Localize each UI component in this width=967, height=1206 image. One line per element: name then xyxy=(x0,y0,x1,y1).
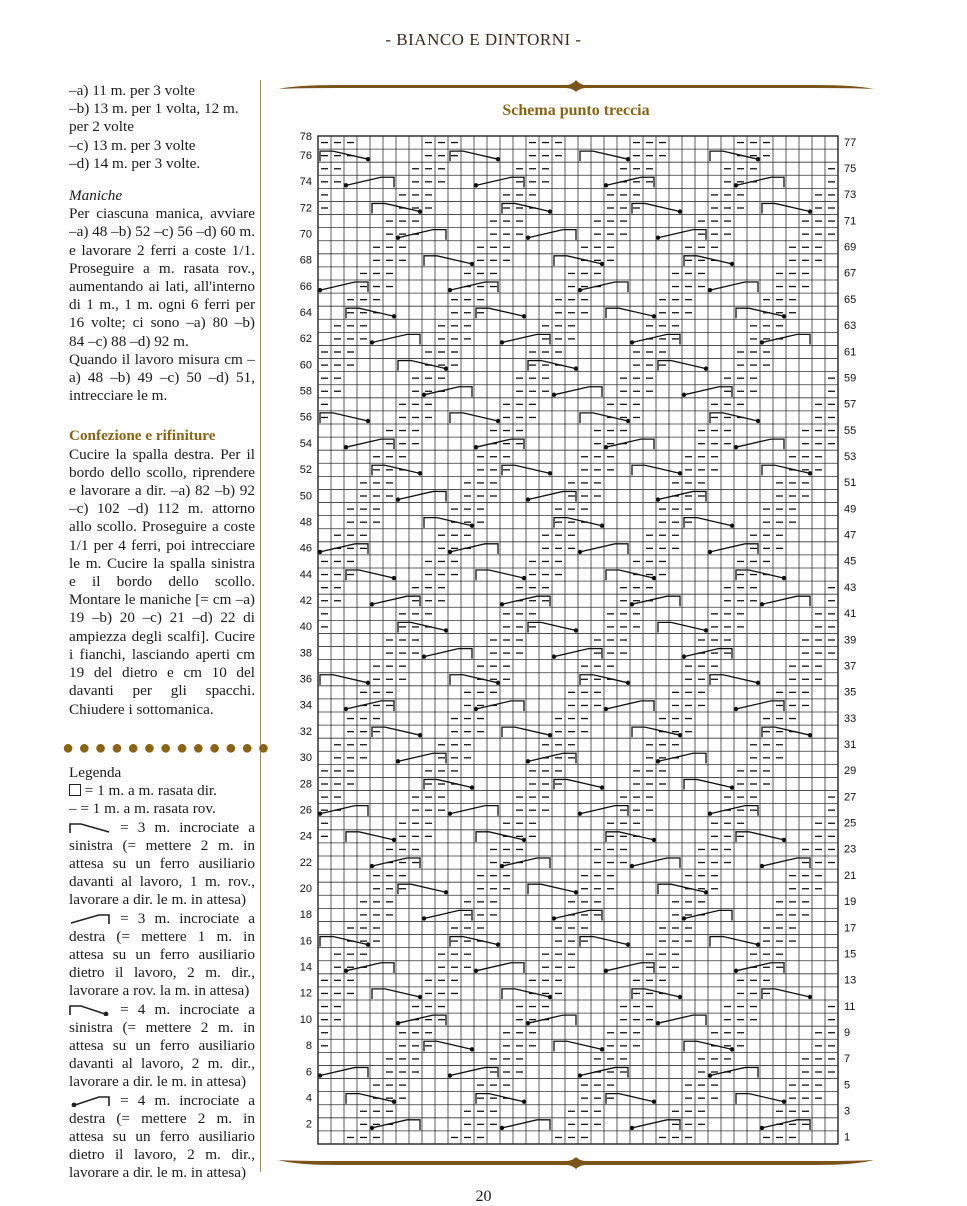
cable-dot xyxy=(344,183,348,187)
confezione-heading: Confezione e rifiniture xyxy=(69,427,216,445)
cable-dot xyxy=(366,419,370,423)
cable-dot xyxy=(496,681,500,685)
row-label-right: 63 xyxy=(844,320,857,333)
cable-dot xyxy=(392,1100,396,1104)
cable-dot xyxy=(526,497,530,501)
cable-dot xyxy=(500,602,504,606)
cable-dot xyxy=(808,995,812,999)
cable-dot xyxy=(444,890,448,894)
row-label-left: 16 xyxy=(299,935,312,948)
cable-dot xyxy=(496,157,500,161)
page-header: - BIANCO E DINTORNI - xyxy=(385,30,582,49)
row-label-left: 74 xyxy=(299,176,312,189)
cable-dot xyxy=(366,942,370,946)
row-label-left: 60 xyxy=(299,359,312,372)
row-label-right: 45 xyxy=(844,555,857,568)
row-label-right: 13 xyxy=(844,974,857,987)
cable-dot xyxy=(600,262,604,266)
legend-item-3-left: = 3 m. incrociate a sinistra (= mettere 2 m. in attesa su un ferro ausiliario davanti al lavoro, 1 m. rov., lavorare a dir. le m. in attesa) xyxy=(69,818,255,909)
cable-dot xyxy=(708,812,712,816)
row-label-left: 22 xyxy=(299,856,312,869)
row-label-right: 65 xyxy=(844,293,857,306)
row-label-right: 33 xyxy=(844,712,857,725)
chart-title: Schema punto treccia xyxy=(502,102,650,119)
cable-dot xyxy=(522,576,526,580)
cable-dot xyxy=(626,419,630,423)
row-label-left: 76 xyxy=(299,149,312,162)
cable-dot xyxy=(656,236,660,240)
cable-dot xyxy=(730,785,734,789)
cable-dot xyxy=(318,288,322,292)
row-label-left: 58 xyxy=(299,385,312,398)
cable-dot xyxy=(500,340,504,344)
cable-dot xyxy=(578,550,582,554)
row-label-right: 73 xyxy=(844,189,857,202)
cable-dot xyxy=(604,183,608,187)
row-label-left: 56 xyxy=(299,411,312,424)
cable-dot xyxy=(470,524,474,528)
row-label-right: 15 xyxy=(844,948,857,961)
row-label-left: 10 xyxy=(299,1013,312,1026)
cable-dot xyxy=(578,1073,582,1077)
cable-dot xyxy=(730,524,734,528)
cable-dot xyxy=(500,864,504,868)
row-label-right: 43 xyxy=(844,581,857,594)
cross-4-right-icon xyxy=(69,1095,111,1107)
cable-dot xyxy=(682,654,686,658)
cable-dot xyxy=(396,236,400,240)
row-label-left: 52 xyxy=(299,464,312,477)
bottom-banner xyxy=(276,1156,876,1170)
row-label-right: 67 xyxy=(844,267,857,280)
row-label-left: 66 xyxy=(299,280,312,293)
cable-dot xyxy=(630,864,634,868)
cable-dot xyxy=(656,497,660,501)
cross-3-right-icon xyxy=(69,913,111,925)
cross-3-left-icon xyxy=(69,822,111,834)
cable-dot xyxy=(604,445,608,449)
row-label-left: 30 xyxy=(299,752,312,765)
page-number: 20 xyxy=(475,1188,492,1205)
intro-line: –c) 13 m. per 3 volte xyxy=(69,136,196,154)
cable-dot xyxy=(444,366,448,370)
cable-dot xyxy=(522,838,526,842)
cable-dot xyxy=(418,471,422,475)
cable-dot xyxy=(370,864,374,868)
cable-dot xyxy=(756,681,760,685)
knitting-chart xyxy=(290,130,870,1150)
cable-dot xyxy=(760,864,764,868)
row-label-right: 19 xyxy=(844,896,857,909)
row-label-right: 17 xyxy=(844,922,857,935)
cable-dot xyxy=(444,628,448,632)
row-label-right: 41 xyxy=(844,608,857,621)
cable-dot xyxy=(652,576,656,580)
row-label-left: 26 xyxy=(299,804,312,817)
row-label-right: 55 xyxy=(844,424,857,437)
row-label-left: 50 xyxy=(299,490,312,503)
confezione-text: Cucire la spalla destra. Per il bordo dello scollo, riprendere e lavorare a dir. –a) 82 –b) 92 –c) 102 –d) 112 m. attorno allo scollo. Proseguire a coste 1/1 per 4 ferri, poi intrecciare le m. Cucire la spalla sinistra e il bordo dello scollo. Montare le maniche [= cm –a) 19 –b) 20 –c) 21 –d) 22 di ampiezza degli scalfi]. Cucire i fianchi, lasciando aperti cm 19 del dietro e cm 10 del davanti per gli spacchi. Chiudere i sottomanica. xyxy=(69,445,255,718)
row-label-left: 46 xyxy=(299,542,312,555)
row-label-right: 57 xyxy=(844,398,857,411)
row-label-left: 28 xyxy=(299,778,312,791)
row-label-right: 69 xyxy=(844,241,857,254)
cable-dot xyxy=(574,366,578,370)
cable-dot xyxy=(682,916,686,920)
cable-dot xyxy=(418,995,422,999)
row-label-right: 27 xyxy=(844,791,857,804)
intro-line: per 2 volte xyxy=(69,118,134,136)
cable-dot xyxy=(600,1047,604,1051)
row-label-left: 36 xyxy=(299,673,312,686)
cable-dot xyxy=(370,602,374,606)
cable-dot xyxy=(526,759,530,763)
cable-dot xyxy=(370,340,374,344)
cable-dot xyxy=(756,419,760,423)
cable-dot xyxy=(600,524,604,528)
cable-dot xyxy=(760,1126,764,1130)
cable-dot xyxy=(448,288,452,292)
cable-dot xyxy=(600,785,604,789)
row-label-left: 2 xyxy=(305,1118,312,1131)
cable-dot xyxy=(474,445,478,449)
cable-dot xyxy=(448,812,452,816)
cable-dot xyxy=(392,838,396,842)
cable-dot xyxy=(344,445,348,449)
cable-dot xyxy=(678,733,682,737)
cable-dot xyxy=(474,183,478,187)
cable-dot xyxy=(678,995,682,999)
cable-dot xyxy=(396,1021,400,1025)
cable-dot xyxy=(522,314,526,318)
legend-item-knit: = 1 m. a m. rasata dir. xyxy=(69,782,255,800)
cable-dot xyxy=(396,497,400,501)
row-label-left: 44 xyxy=(299,568,312,581)
maniche-heading: Maniche xyxy=(69,187,123,205)
row-label-right: 9 xyxy=(844,1027,851,1039)
cable-dot xyxy=(626,942,630,946)
cable-dot xyxy=(760,340,764,344)
cable-dot xyxy=(782,314,786,318)
cable-dot xyxy=(548,995,552,999)
cable-dot xyxy=(626,157,630,161)
cross-4-left-icon xyxy=(69,1004,111,1016)
cable-dot xyxy=(652,1100,656,1104)
cable-dot xyxy=(422,393,426,397)
maniche-text: Per ciascuna manica, avviare –a) 48 –b) 52 –c) 56 –d) 60 m. e lavorare 2 ferri a coste 1/1. Proseguire a m. rasata rov., aumentando ai lati, all'interno di 1 m., 1 m. ogni 6 ferri per 16 volte; ci sono –a) 80 –b) 84 –c) 88 –d) 92 m. xyxy=(69,205,256,350)
cable-dot xyxy=(808,209,812,213)
cable-dot xyxy=(448,1073,452,1077)
row-label-right: 23 xyxy=(844,843,857,856)
row-label-left: 64 xyxy=(299,307,312,319)
cable-dot xyxy=(782,576,786,580)
cable-dot xyxy=(470,1047,474,1051)
cable-dot xyxy=(704,628,708,632)
row-label-left: 54 xyxy=(299,437,312,450)
row-label-right: 3 xyxy=(844,1105,851,1118)
cable-dot xyxy=(630,602,634,606)
row-label-right: 7 xyxy=(844,1053,851,1066)
row-label-right: 21 xyxy=(844,869,857,882)
row-label-right: 5 xyxy=(844,1079,851,1092)
intro-line: –b) 13 m. per 1 volta, 12 m. xyxy=(69,100,239,118)
cable-dot xyxy=(708,288,712,292)
cable-dot xyxy=(734,707,738,711)
row-label-top-partial: 78 xyxy=(299,131,312,143)
cable-dot xyxy=(756,157,760,161)
row-label-left: 4 xyxy=(305,1092,312,1105)
cable-dot xyxy=(526,236,530,240)
cable-dot xyxy=(734,445,738,449)
legend-item-3-right: = 3 m. incrociate a destra (= mettere 1 m. in attesa su un ferro ausiliario dietro il lavoro, 2 m. dir., lavorare a rov. la m. in attesa) xyxy=(69,909,255,1000)
cable-dot xyxy=(630,340,634,344)
cable-dot xyxy=(734,183,738,187)
cable-dot xyxy=(422,916,426,920)
cable-dot xyxy=(760,602,764,606)
cable-dot xyxy=(734,969,738,973)
cable-dot xyxy=(704,890,708,894)
cable-dot xyxy=(730,1047,734,1051)
cable-dot xyxy=(656,1021,660,1025)
cable-dot xyxy=(704,366,708,370)
cable-dot xyxy=(548,209,552,213)
cable-dot xyxy=(470,785,474,789)
cable-dot xyxy=(574,890,578,894)
cable-dot xyxy=(552,916,556,920)
cable-dot xyxy=(808,471,812,475)
cable-dot xyxy=(756,942,760,946)
cable-dot xyxy=(422,654,426,658)
legend-title: Legenda xyxy=(69,764,122,781)
cable-dot xyxy=(652,314,656,318)
row-label-right: 53 xyxy=(844,451,857,463)
row-label-left: 70 xyxy=(299,228,312,241)
cable-dot xyxy=(678,209,682,213)
cable-dot xyxy=(652,838,656,842)
cable-dot xyxy=(474,969,478,973)
cable-dot xyxy=(526,1021,530,1025)
legend-item-purl: – = 1 m. a m. rasata rov. xyxy=(69,800,216,818)
cable-dot xyxy=(782,1100,786,1104)
cable-dot xyxy=(496,419,500,423)
cable-dot xyxy=(418,209,422,213)
legend xyxy=(69,764,255,1183)
cable-dot xyxy=(344,707,348,711)
legend-item-4-right: = 4 m. incrociate a destra (= mettere 2 m. in attesa su un ferro ausiliario dietro il lavoro, 2 m. dir., lavorare a dir. le m. in attesa) xyxy=(69,1091,255,1182)
cable-dot xyxy=(552,393,556,397)
cable-dot xyxy=(604,969,608,973)
row-label-right: 35 xyxy=(844,686,857,699)
cable-dot xyxy=(548,733,552,737)
cable-dot xyxy=(678,471,682,475)
cable-dot xyxy=(470,262,474,266)
cable-dot xyxy=(548,471,552,475)
row-label-left: 24 xyxy=(299,830,312,843)
intro-line: –d) 14 m. per 3 volte. xyxy=(69,154,201,172)
cable-dot xyxy=(808,733,812,737)
row-label-left: 68 xyxy=(299,254,312,267)
cable-dot xyxy=(708,1073,712,1077)
cable-dot xyxy=(604,707,608,711)
row-label-right: 47 xyxy=(844,529,857,542)
maniche-text-2: Quando il lavoro misura cm –a) 48 –b) 49 –c) 50 –d) 51, intrecciare le m. xyxy=(69,350,255,405)
row-label-left: 42 xyxy=(299,595,312,607)
cable-dot xyxy=(578,812,582,816)
decorative-dots: ●●●●●●●●●●●●● xyxy=(62,737,274,759)
row-label-left: 40 xyxy=(299,621,312,634)
row-label-right: 75 xyxy=(844,163,857,175)
cable-dot xyxy=(522,1100,526,1104)
cable-dot xyxy=(318,1073,322,1077)
row-label-left: 12 xyxy=(299,987,312,1000)
row-label-right: 31 xyxy=(844,739,857,751)
column-divider xyxy=(260,80,261,1172)
cable-dot xyxy=(392,576,396,580)
cable-dot xyxy=(682,393,686,397)
cable-dot xyxy=(626,681,630,685)
row-label-left: 8 xyxy=(305,1040,312,1053)
row-label-left: 18 xyxy=(299,909,312,922)
row-label-right: 51 xyxy=(844,477,857,490)
cable-dot xyxy=(496,942,500,946)
row-label-right: 49 xyxy=(844,503,857,516)
row-label-left: 34 xyxy=(299,699,312,712)
cable-dot xyxy=(730,262,734,266)
cable-dot xyxy=(578,288,582,292)
cable-dot xyxy=(500,1126,504,1130)
row-label-left: 6 xyxy=(305,1066,312,1079)
cable-dot xyxy=(318,812,322,816)
row-label-left: 14 xyxy=(299,961,312,974)
row-label-left: 38 xyxy=(299,647,312,660)
cable-dot xyxy=(344,969,348,973)
cable-dot xyxy=(318,550,322,554)
row-label-right: 29 xyxy=(844,765,857,778)
row-label-left: 48 xyxy=(299,516,312,529)
cable-dot xyxy=(552,654,556,658)
cable-dot xyxy=(630,1126,634,1130)
cable-dot xyxy=(574,628,578,632)
cable-dot xyxy=(370,1126,374,1130)
cable-dot xyxy=(708,550,712,554)
legend-item-4-left: = 4 m. incrociate a sinistra (= mettere 2 m. in attesa su un ferro ausiliario davanti al lavoro, 2 m. dir., lavorare a dir. le m. in attesa) xyxy=(69,1000,255,1091)
row-label-left: 62 xyxy=(299,333,312,346)
row-label-right: 39 xyxy=(844,634,857,647)
top-banner xyxy=(276,79,876,93)
cable-dot xyxy=(448,550,452,554)
cable-dot xyxy=(392,314,396,318)
cable-dot xyxy=(474,707,478,711)
square-symbol-icon xyxy=(69,784,81,796)
row-label-right: 71 xyxy=(844,215,857,228)
row-label-right: 77 xyxy=(844,136,857,149)
row-label-right: 11 xyxy=(844,1000,856,1013)
intro-line: –a) 11 m. per 3 volte xyxy=(69,82,195,99)
cable-dot xyxy=(418,733,422,737)
cable-dot xyxy=(366,157,370,161)
cable-dot xyxy=(366,681,370,685)
left-column xyxy=(69,82,255,719)
cable-dot xyxy=(656,759,660,763)
cable-dot xyxy=(782,838,786,842)
row-label-right: 1 xyxy=(844,1131,851,1144)
row-label-left: 72 xyxy=(299,202,312,215)
row-label-right: 61 xyxy=(844,346,857,359)
row-label-left: 32 xyxy=(299,725,312,738)
row-label-right: 59 xyxy=(844,372,857,385)
cable-dot xyxy=(396,759,400,763)
row-label-right: 37 xyxy=(844,660,857,673)
row-label-right: 25 xyxy=(844,817,857,830)
row-label-left: 20 xyxy=(299,883,312,895)
